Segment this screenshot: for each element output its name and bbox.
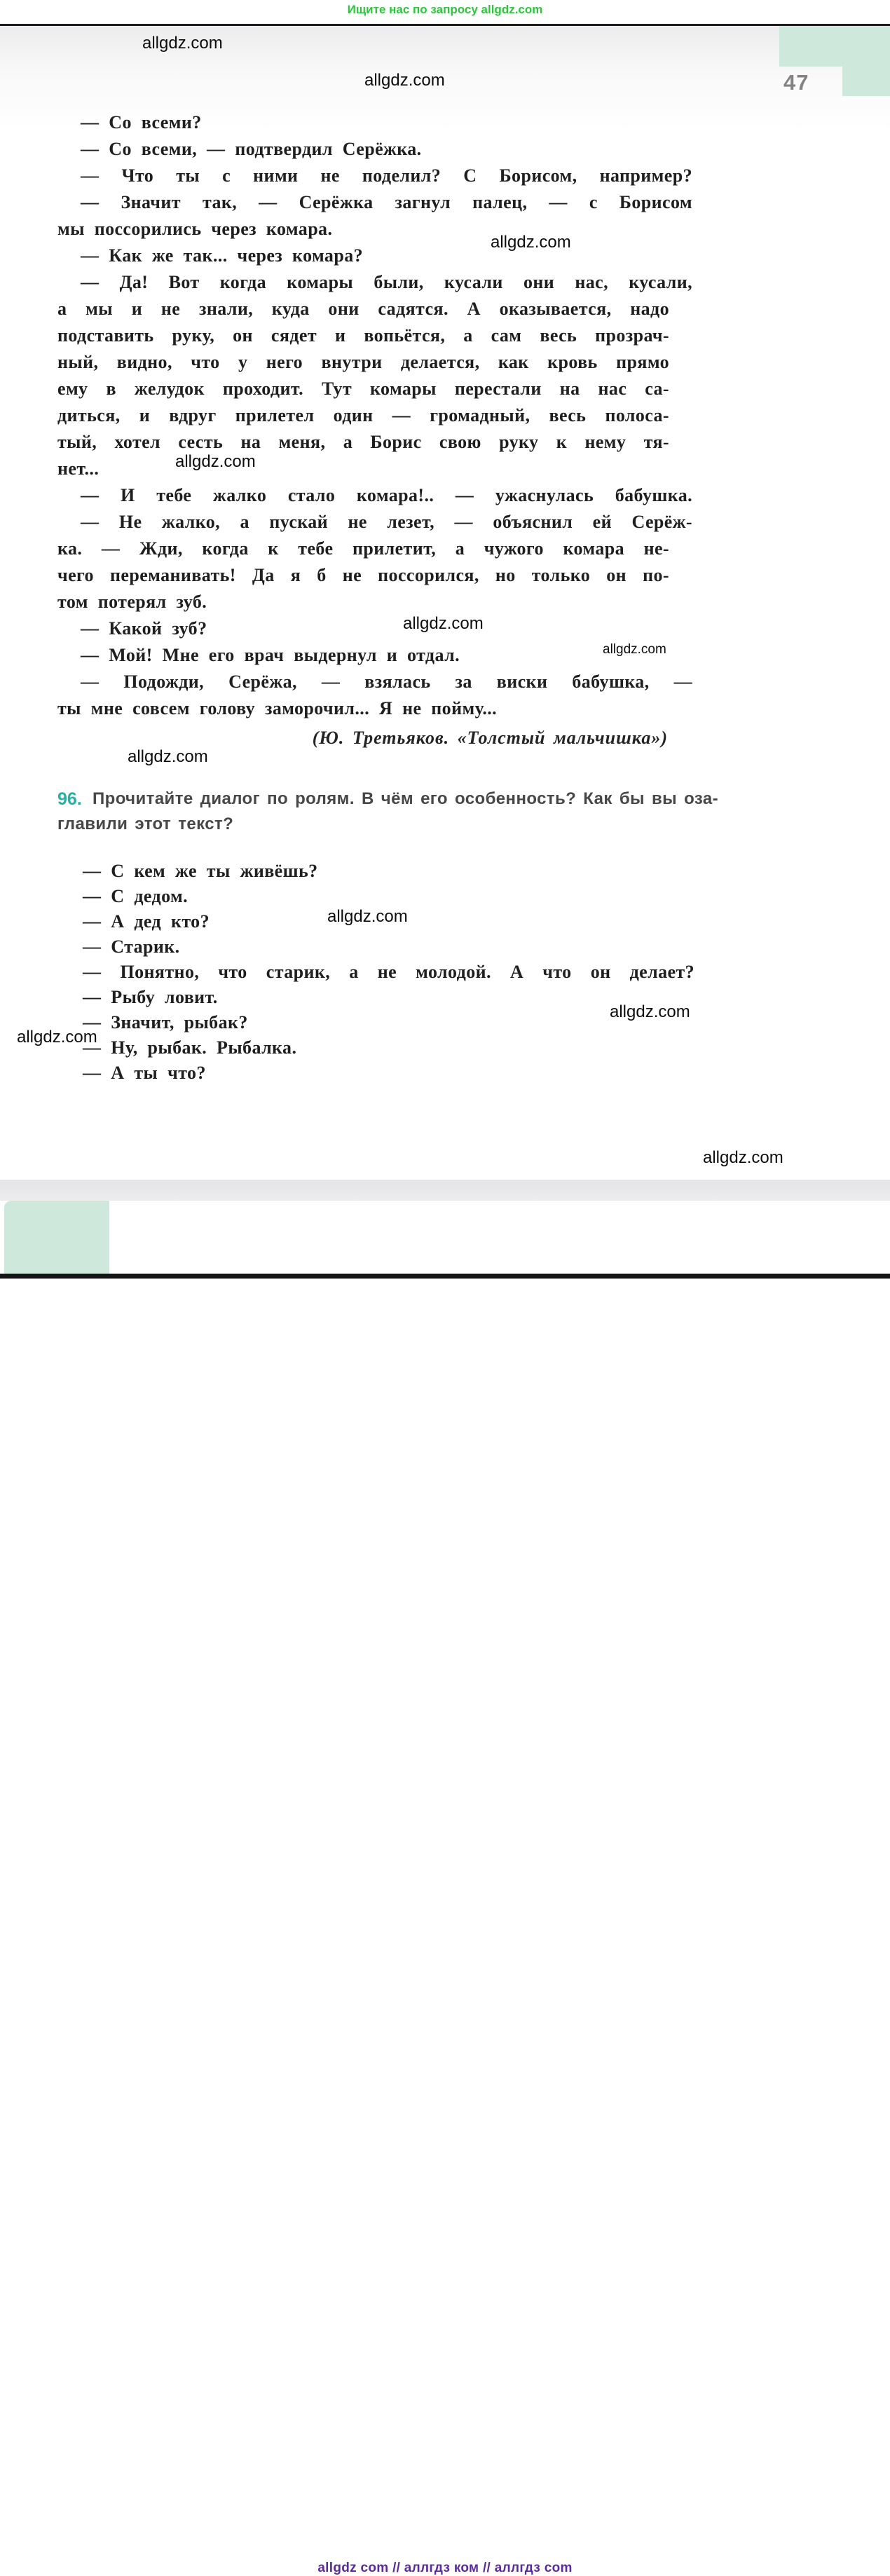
dialogue-line: ему в желудок проходит. Тут комары перестали на нас са- (57, 379, 669, 399)
dialogue-line: — С кем же ты живёшь? (83, 861, 318, 881)
dialogue-line: том потерял зуб. (57, 592, 207, 612)
dialogue-line: — Не жалко, а пускай не лезет, — объяснил ей Серёж- (81, 512, 692, 532)
mint-corner-block-top (779, 26, 890, 67)
dialogue-line: подставить руку, он сядет и вопьётся, а сам весь прозрач- (57, 325, 669, 346)
dialogue-line: — Мой! Мне его врач выдернул и отдал. (81, 645, 460, 665)
next-page-top (0, 1201, 890, 1279)
footer-site-links[interactable]: allgdz com // аллгдз ком // аллгдз com (317, 2561, 573, 2575)
exercise-instruction-line1: Прочитайте диалог по ролям. В чём его особенность? Как бы вы оза- (93, 789, 719, 808)
dialogue-line: диться, и вдруг прилетел один — громадный, весь полоса- (57, 405, 669, 425)
mint-corner-block-side (842, 67, 890, 96)
dialogue-line: — Старик. (83, 936, 180, 957)
dialogue-line: — Значит, рыбак? (83, 1012, 248, 1033)
watermark: allgdz.com (610, 1002, 690, 1021)
dialogue-line: — Со всеми, — подтвердил Серёжка. (81, 139, 422, 159)
watermark: allgdz.com (327, 907, 408, 926)
page-gap-band (0, 1180, 890, 1201)
promo-text: Ищите нас по запросу allgdz.com (347, 3, 543, 16)
dialogue-line: — Да! Вот когда комары были, кусали они нас, кусали, (81, 272, 692, 292)
watermark: allgdz.com (364, 71, 445, 90)
dialogue-line: — Рыбу ловит. (83, 987, 218, 1007)
dialogue-line: ка. — Жди, когда к тебе прилетит, а чужого комара не- (57, 538, 669, 559)
dialogue-line: ты мне совсем голову заморочил... Я не пойму... (57, 698, 498, 718)
mint-block-next-page (4, 1201, 109, 1274)
watermark: allgdz.com (603, 642, 666, 657)
watermark: allgdz.com (403, 614, 484, 633)
page-number: 47 (783, 70, 809, 95)
dialogue-line: — Понятно, что старик, а не молодой. А что он делает? (83, 962, 694, 982)
dialogue-line: — Со всеми? (81, 112, 202, 132)
dialogue-line: — И тебе жалко стало комара!.. — ужаснулась бабушка. (81, 485, 692, 505)
dialogue-line: а мы и не знали, куда они садятся. А оказывается, надо (57, 299, 669, 319)
watermark: allgdz.com (128, 747, 208, 766)
watermark: allgdz.com (175, 452, 256, 471)
dialogue-line: — Значит так, — Серёжка загнул палец, — с Борисом (81, 192, 692, 212)
dialogue-line: чего переманивать! Да я б не поссорился, но только он по- (57, 565, 669, 585)
watermark: allgdz.com (491, 233, 571, 252)
author-attribution: (Ю. Третьяков. «Толстый мальчишка») (312, 728, 668, 748)
dialogue-line: — Какой зуб? (81, 618, 207, 639)
dialogue-line: тый, хотел сесть на меня, а Борис свою руку к нему тя- (57, 432, 669, 452)
exercise-number: 96. (57, 789, 82, 809)
footer-band (0, 1279, 890, 2575)
dialogue-line: — Ну, рыбак. Рыбалка. (83, 1037, 297, 1058)
watermark: allgdz.com (703, 1148, 783, 1167)
dialogue-line: — С дедом. (83, 886, 188, 906)
promo-band (0, 0, 890, 24)
dialogue-line: нет... (57, 458, 100, 479)
exercise-instruction-line2: главили этот текст? (57, 815, 234, 833)
dialogue-line: — Что ты с ними не поделил? С Борисом, например? (81, 165, 692, 186)
dialogue-line: — А дед кто? (83, 911, 210, 932)
dialogue-line: — Подожди, Серёжа, — взялась за виски бабушка, — (81, 672, 692, 692)
dialogue-line: — А ты что? (83, 1063, 206, 1083)
dialogue-line: ный, видно, что у него внутри делается, как кровь прямо (57, 352, 669, 372)
watermark: allgdz.com (142, 34, 223, 53)
dialogue-line: — Как же так... через комара? (81, 245, 363, 266)
watermark: allgdz.com (17, 1028, 97, 1047)
dialogue-line: мы поссорились через комара. (57, 219, 333, 239)
bottom-black-bar (0, 1274, 890, 1279)
